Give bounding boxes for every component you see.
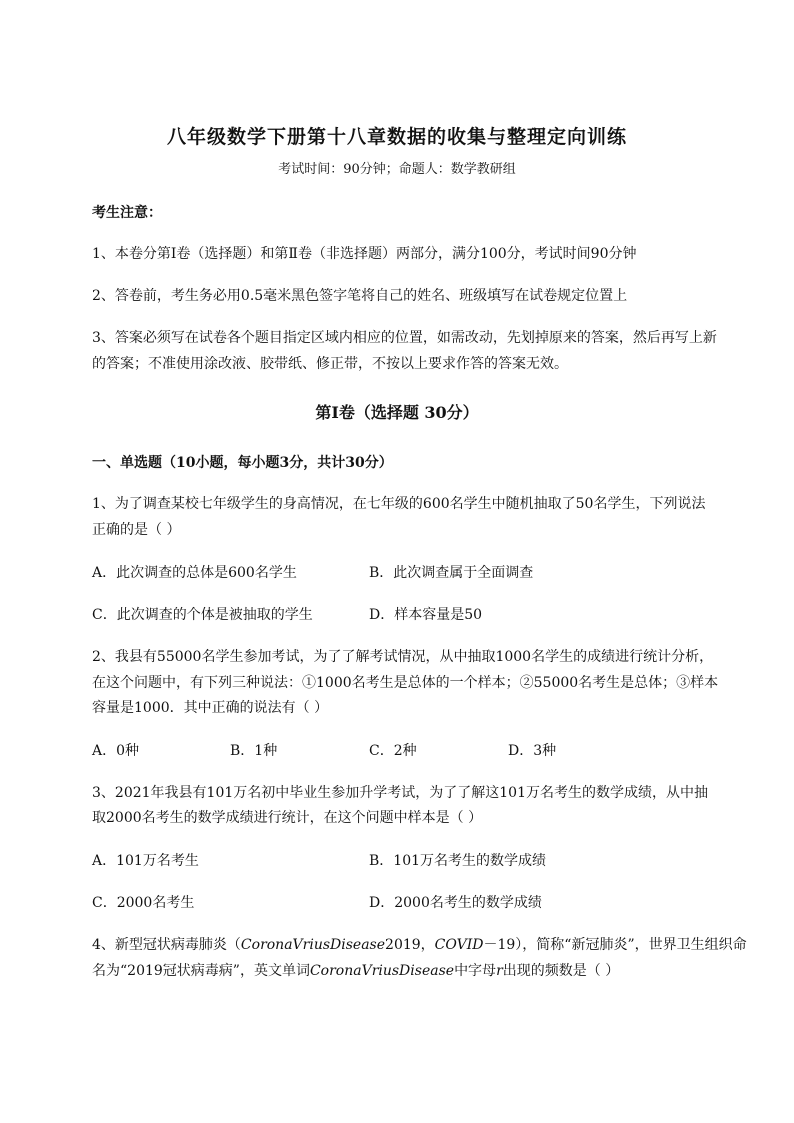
question-4-line-2-a: 名为“2019冠状病毒病”，英文单词	[92, 963, 310, 979]
question-3-option-a[interactable]: A．101万名考生	[92, 853, 199, 869]
question-1-line-1: 1、为了调查某校七年级学生的身高情况，在七年级的600名学生中随机抽取了50名学生，下列说法	[92, 496, 706, 512]
question-3-option-d[interactable]: D．2000名考生的数学成绩	[369, 895, 542, 911]
question-2-option-b[interactable]: B．1种	[230, 743, 278, 759]
question-4-line-1-e: －19），简称“新冠肺炎”，世界卫生组织命	[483, 937, 747, 953]
notice-item-3-cont: 的答案；不准使用涂改液、胶带纸、修正带，不按以上要求作答的答案无效。	[92, 356, 568, 372]
notice-heading: 考生注意：	[92, 205, 162, 221]
question-1-option-c[interactable]: C．此次调查的个体是被抽取的学生	[92, 607, 313, 623]
question-2-line-2: 在这个问题中，有下列三种说法：①1000名考生是总体的一个样本；②55000名考生是总体；③样本	[92, 675, 719, 691]
question-4-term-1: CoronaVriusDisease	[240, 937, 386, 953]
notice-item-1: 1、本卷分第I卷（选择题）和第Ⅱ卷（非选择题）两部分，满分100分，考试时间90分钟	[92, 246, 637, 262]
question-4-line-1-a: 4、新型冠状病毒肺炎（	[92, 937, 241, 953]
question-4-term-4: r	[496, 963, 503, 979]
question-3-line-2: 取2000名考生的数学成绩进行统计，在这个问题中样本是（ ）	[92, 810, 483, 826]
question-4-term-2: COVID	[434, 937, 484, 953]
question-1-option-b[interactable]: B．此次调查属于全面调查	[369, 565, 534, 581]
question-4-line-1	[92, 934, 747, 954]
question-3-line-1: 3、2021年我县有101万名初中毕业生参加升学考试，为了了解这101万名考生的数学成绩，从中抽	[92, 785, 708, 801]
exam-info: 考试时间：90分钟；命题人：数学教研组	[278, 162, 516, 177]
question-1-line-2: 正确的是（ ）	[92, 522, 181, 538]
question-1-option-d[interactable]: D．样本容量是50	[369, 607, 483, 623]
notice-item-3: 3、答案必须写在试卷各个题目指定区域内相应的位置，如需改动，先划掉原来的答案，然后再写上新	[92, 330, 717, 346]
page-title: 八年级数学下册第十八章数据的收集与整理定向训练	[166, 126, 627, 148]
question-2-option-c[interactable]: C．2种	[369, 743, 417, 759]
part-heading: 一、单选题（10小题，每小题3分，共计30分）	[92, 455, 393, 471]
question-2-line-3: 容量是1000．其中正确的说法有（ ）	[92, 700, 329, 716]
question-3-option-c[interactable]: C．2000名考生	[92, 895, 195, 911]
question-4-term-3: CoronaVriusDisease	[309, 963, 455, 979]
question-1-option-a[interactable]: A．此次调查的总体是600名学生	[92, 565, 297, 581]
section-title: 第I卷（选择题 30分）	[315, 403, 479, 422]
question-3-option-b[interactable]: B．101万名考生的数学成绩	[369, 853, 547, 869]
question-2-option-d[interactable]: D．3种	[508, 743, 557, 759]
notice-item-2: 2、答卷前，考生务必用0.5毫米黑色签字笔将自己的姓名、班级填写在试卷规定位置上	[92, 288, 628, 304]
question-4-line-1-c: 2019，	[385, 937, 435, 953]
question-4-line-2-c: 中字母	[454, 963, 497, 979]
question-4-line-2-e: 出现的频数是（ ）	[502, 963, 620, 979]
question-2-option-a[interactable]: A．0种	[92, 743, 140, 759]
question-4-line-2	[92, 960, 619, 980]
question-2-line-1: 2、我县有55000名学生参加考试，为了了解考试情况，从中抽取1000名学生的成绩进行统计分析，	[92, 649, 714, 665]
